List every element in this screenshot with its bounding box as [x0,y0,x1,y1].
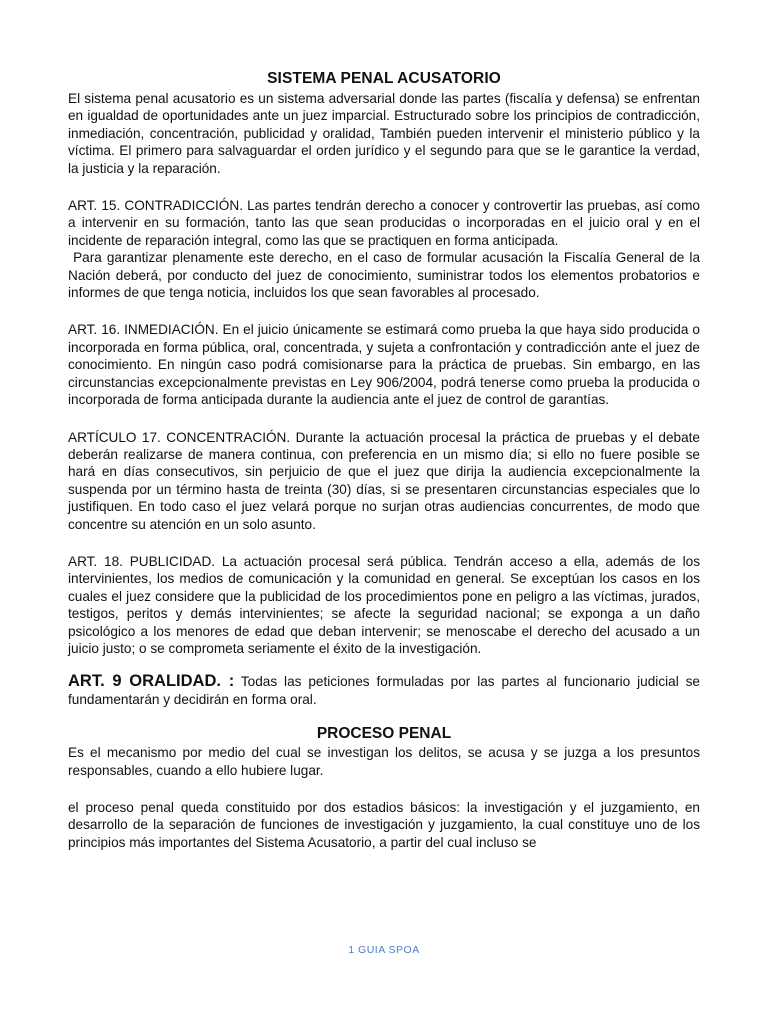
art16-paragraph: ART. 16. INMEDIACIÓN. En el juicio únicamente se estimará como prueba la que haya sido producida o incorporada en forma pública, oral, concentrada, y sujeta a confrontación y contradicción ante el juez de conocimiento. En ningún caso podrá comisionarse para la práctica de pruebas. Sin embargo, en las circunstancias excepcionalmente previstas en Ley 906/2004, podrá tenerse como prueba la producida o incorporada de forma anticipada durante la audiencia ante el juez de control de garantías. [68,322,700,408]
section-heading-proceso: PROCESO PENAL [316,725,452,743]
page-title: SISTEMA PENAL ACUSATORIO [267,70,501,87]
spacer [68,708,700,724]
document-page [68,0,704,851]
art9-label: ART. 9 ORALIDAD. : [68,672,235,691]
art9-text: Todas las peticiones formuladas por las partes al funcionario judicial se fundamentarán y decidirán en forma oral. [68,674,700,707]
spacer [68,533,700,553]
spacer [68,301,700,321]
spacer [68,779,700,799]
art9-paragraph [68,673,700,708]
art17-paragraph: ARTÍCULO 17. CONCENTRACIÓN. Durante la actuación procesal la práctica de pruebas y el debate deberán realizarse de manera continua, con preferencia en un mismo día; si ello no fuere posible se hará en días consecutivos, sin perjuicio de que el juez que dirija la audiencia excepcionalmente la suspenda por un término hasta de treinta (30) días, si se presentaren circunstancias especiales que lo justifiquen. En todo caso el juez velará porque no surjan otras audiencias concurrentes, de modo que concentre su atención en un solo asunto. [68,429,700,532]
art15-paragraph-2: Para garantizar plenamente este derecho, en el caso de formular acusación la Fiscalía General de la Nación deberá, por conducto del juez de conocimiento, suministrar todos los elementos probatorios e informes de que tenga noticia, incluidos los que sean favorables al procesado. [68,250,704,301]
art18-paragraph: ART. 18. PUBLICIDAD. La actuación procesal será pública. Tendrán acceso a ella, además de los intervinientes, los medios de comunicación y la comunidad en general. Se exceptúan los casos en los cuales el juez considere que la publicidad de los procedimientos pone en peligro a las víctimas, jurados, testigos, peritos y demás intervinientes; se afecte la seguridad nacional; se exponga a un daño psicológico a los menores de edad que deban intervenir; se menoscabe el derecho del acusado a un juicio justo; o se comprometa seriamente el éxito de la investigación. [68,553,700,656]
proceso-paragraph-2: el proceso penal queda constituido por dos estadios básicos: la investigación y el juzgamiento, en desarrollo de la separación de funciones de investigación y juzgamiento, la cual constituye uno de los principios más importantes del Sistema Acusatorio, a partir del cual incluso se [68,800,700,850]
spacer [68,177,700,197]
art15-paragraph: ART. 15. CONTRADICCIÓN. Las partes tendrán derecho a conocer y controvertir las pruebas, así como a intervenir en su formación, tanto las que sean producidas o incorporadas en el juicio oral y en el incidente de reparación integral, como las que se practiquen en forma anticipada. [68,198,700,248]
spacer [68,657,700,673]
intro-paragraph: El sistema penal acusatorio es un sistema adversarial donde las partes (fiscalía y defensa) se enfrentan en igualdad de oportunidades ante un juez imparcial. Estructurado sobre los principios de contradicción, inmediación, concentración, publicidad y oralidad, También pueden intervenir el ministerio público y la víctima. El primero para salvaguardar el orden jurídico y el segundo para que se le garantice la verdad, la justicia y la reparación. [68,91,700,176]
spacer [68,409,700,429]
page-footer: 1 GUIA SPOA [348,944,420,956]
proceso-paragraph: Es el mecanismo por medio del cual se investigan los delitos, se acusa y se juzga a los presuntos responsables, cuando a ello hubiere lugar. [68,745,700,778]
